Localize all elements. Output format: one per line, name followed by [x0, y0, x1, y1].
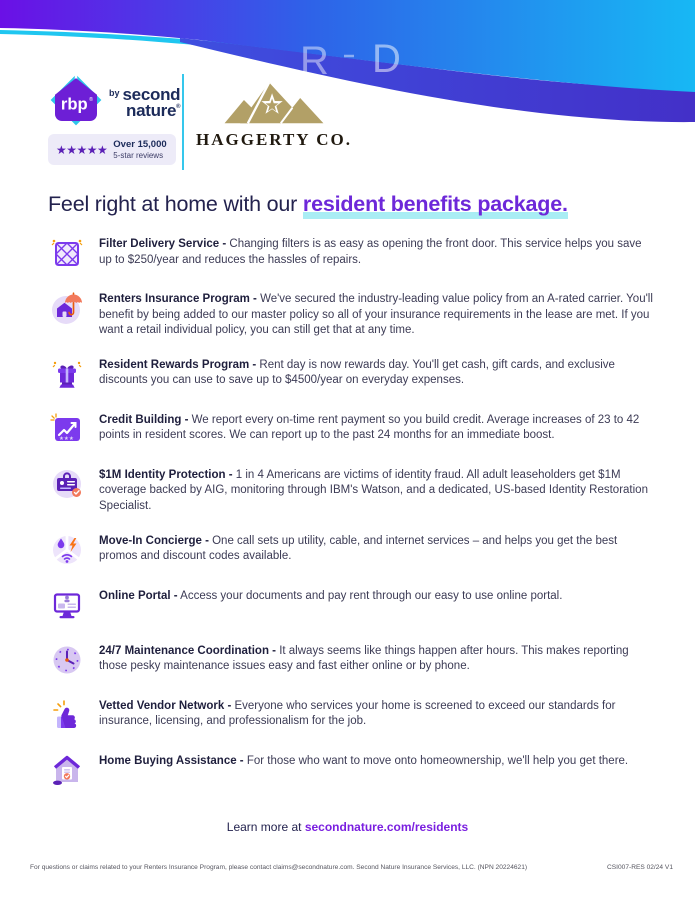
reviews-badge [48, 134, 176, 165]
logo-row [48, 72, 352, 170]
svg-text:rbp: rbp [60, 94, 88, 114]
rbp-logo [48, 72, 181, 128]
benefit-online-portal [48, 587, 657, 625]
benefit-resident-rewards [48, 356, 657, 394]
learn-more-line [0, 820, 695, 834]
benefit-title: Home Buying Assistance - [99, 754, 244, 767]
five-stars-icon: ★★★★★ [56, 142, 108, 157]
headline-prefix: Feel right at home with our [48, 192, 303, 216]
benefit-title: Resident Rewards Program - [99, 358, 257, 371]
thumbs-up-icon [48, 697, 86, 735]
gift-icon [48, 356, 86, 394]
benefit-desc: For those who want to move onto homeownership, we'll help you get there. [246, 754, 629, 767]
house-check-icon [48, 752, 86, 790]
benefit-text [99, 752, 628, 790]
partner-logo [196, 74, 352, 150]
brand-line2: nature® [126, 101, 181, 120]
learn-more-prefix: Learn more at [226, 820, 305, 834]
benefit-identity-protection [48, 466, 657, 515]
benefit-maintenance [48, 642, 657, 680]
benefit-desc: Access your documents and pay rent through our easy to use online portal. [180, 589, 563, 602]
benefit-title: Vetted Vendor Network - [99, 699, 232, 712]
benefit-desc: We've secured the industry-leading value policy from an A-rated carrier. You'll benefit by being added to our master policy so all of your insurance requirements in the lease are met. If you want a retail individual policy, you can still get that at any time. [99, 293, 653, 337]
benefit-text [99, 411, 657, 449]
clock-icon [48, 642, 86, 680]
filter-icon [48, 235, 86, 273]
svg-text:★★★: ★★★ [59, 435, 74, 442]
benefit-text [99, 235, 657, 273]
watermark-fragment-left: R [300, 39, 329, 83]
partner-name: HAGGERTY CO. [196, 130, 352, 149]
benefit-title: $1M Identity Protection - [99, 468, 233, 481]
watermark-fragment-right: D [372, 37, 401, 81]
benefit-title: Online Portal - [99, 589, 178, 602]
second-nature-wordmark [109, 86, 180, 119]
second-nature-logo-block [48, 72, 181, 165]
benefit-filter-delivery [48, 235, 657, 273]
reviews-subline: 5-star reviews [113, 151, 164, 160]
fine-print-code: CSI007-RES 02/24 V1 [607, 864, 673, 871]
umbrella-house-icon [48, 290, 86, 328]
benefit-text [99, 642, 657, 680]
logo-divider [182, 74, 184, 170]
benefit-text [99, 356, 657, 394]
by-label: by [109, 88, 120, 98]
svg-text:®: ® [89, 96, 93, 103]
benefit-desc: It always seems like things happen after hours. This makes reporting those pesky maintenance issues easy and fast either online or by phone. [99, 644, 629, 673]
mountain-icon [211, 74, 337, 126]
benefit-desc: Changing filters is as easy as opening the front door. This service helps you save up to $250/year and reduces the hassles of repairs. [99, 238, 642, 266]
reviews-count: Over 15,000 [113, 139, 167, 150]
benefit-home-buying [48, 752, 657, 790]
rbp-mark-icon [48, 72, 104, 128]
benefit-desc: We report every on-time rent payment so you build credit. Average increases of 23 to 42 points in resident scores. We can report up to the past 24 months for an immediate boost. [99, 413, 640, 442]
benefit-text [99, 587, 562, 625]
trademark-symbol: ® [176, 104, 181, 110]
benefit-credit-building [48, 411, 657, 449]
benefit-text [99, 532, 657, 570]
benefit-desc: Everyone who services your home is screened to exceed our standards for insurance, licensing, and professionalism for the job. [99, 699, 616, 728]
benefit-desc: Rent day is now rewards day. You'll get cash, gift cards, and exclusive discounts you can use to save up to $4500/year on everyday expenses. [99, 358, 615, 387]
headline-highlight: resident benefits package. [303, 192, 568, 219]
utilities-icon [48, 532, 86, 570]
benefit-vendor-network [48, 697, 657, 735]
id-card-icon [48, 466, 86, 504]
benefits-list [48, 235, 657, 807]
benefit-text [99, 466, 657, 515]
page-title [48, 192, 668, 217]
benefit-text [99, 290, 657, 339]
benefit-title: 24/7 Maintenance Coordination - [99, 644, 276, 657]
benefit-text [99, 697, 657, 735]
benefit-title: Credit Building - [99, 413, 189, 426]
fine-print [30, 864, 673, 871]
benefit-desc: One call sets up utility, cable, and internet services – and helps you get the best promos and discount codes available. [99, 534, 618, 563]
benefit-desc: 1 in 4 Americans are victims of identity fraud. All adult leaseholders get $1M coverage backed by AIG, monitoring through IBM's Watson, and a dedicated, US-based Identity Restoration Specialist. [99, 468, 648, 512]
benefit-renters-insurance [48, 290, 657, 339]
benefit-title: Filter Delivery Service - [99, 238, 227, 250]
benefit-move-in-concierge [48, 532, 657, 570]
benefit-title: Move-In Concierge - [99, 534, 209, 547]
fine-print-legal: For questions or claims related to your Renters Insurance Program, please contact claims@secondnature.com. Second Nature Insurance Services, LLC. (NPN 20224621) [30, 864, 528, 871]
brand-line1: second [122, 85, 181, 104]
residents-link[interactable]: secondnature.com/residents [304, 820, 469, 834]
monitor-icon [48, 587, 86, 625]
benefit-title: Renters Insurance Program - [99, 293, 257, 305]
credit-chart-icon [48, 411, 86, 449]
